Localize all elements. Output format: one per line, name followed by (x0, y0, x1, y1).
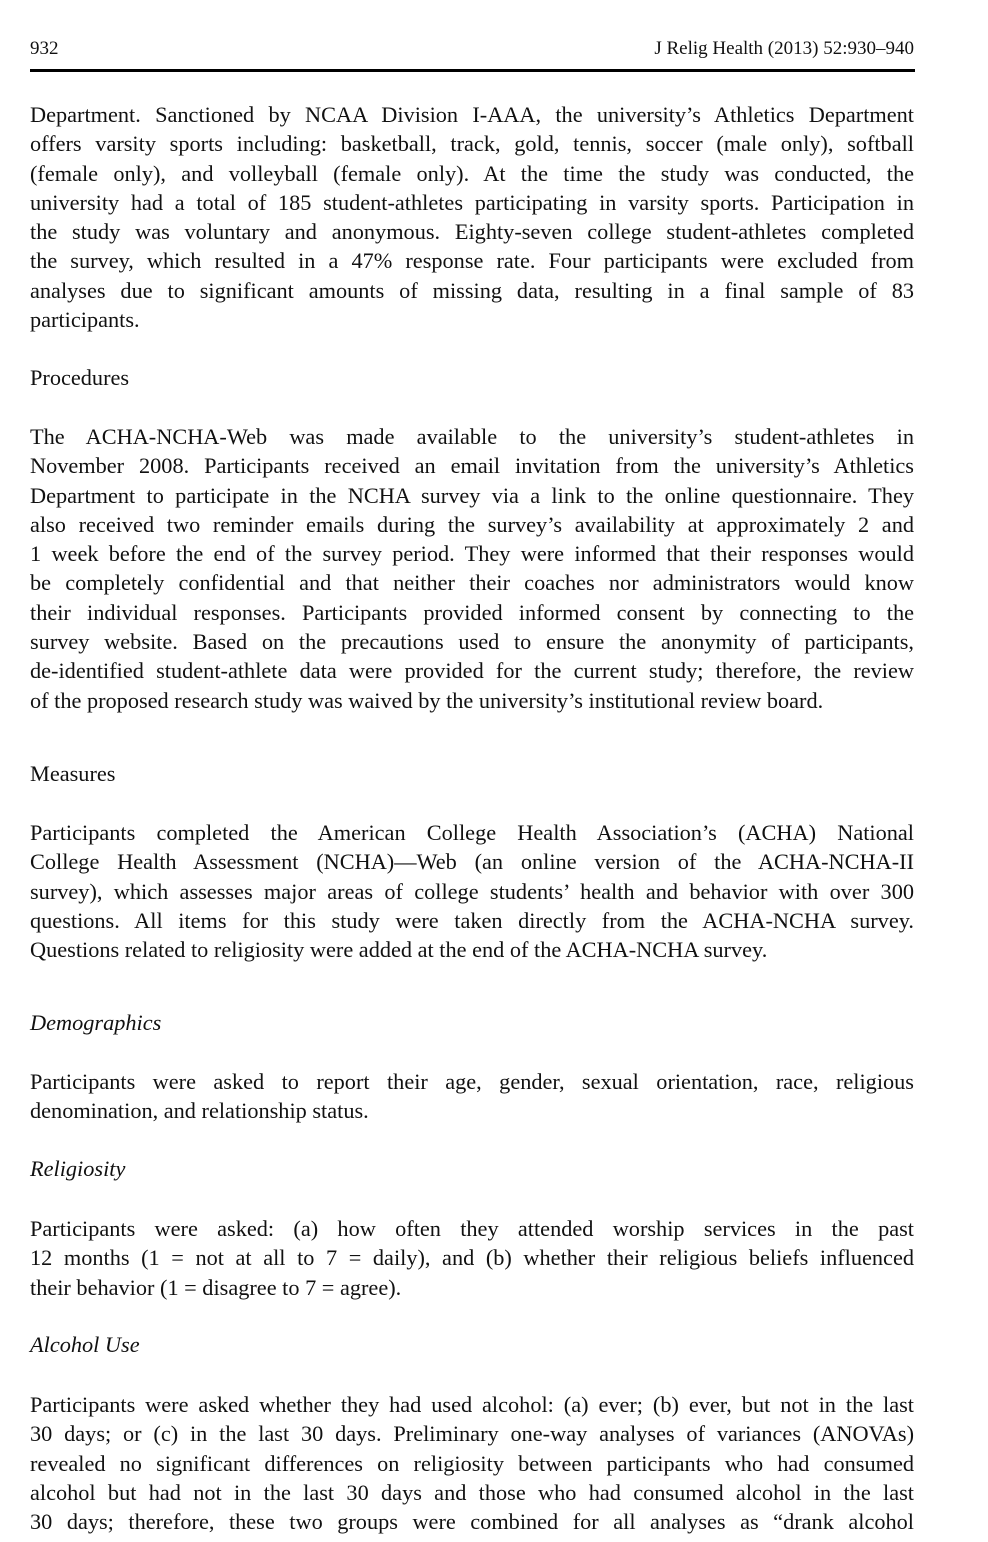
paragraph (30, 1390, 914, 1536)
text-line: (female only), and volleyball (female only). At the time the study was conducted, the (30, 160, 914, 186)
text-line: alcohol but had not in the last 30 days and those who had consumed alcohol in the last (30, 1479, 914, 1505)
text-line: analyses due to significant amounts of missing data, resulting in a final sample of 83 (30, 277, 914, 303)
subsection-heading: Demographics (30, 1010, 162, 1035)
section-heading: Measures (30, 761, 116, 786)
text-line: de-identified student-athlete data were provided for the current study; therefore, the review (30, 658, 914, 684)
text-line: 1 week before the end of the survey period. They were informed that their responses would (30, 541, 914, 567)
paragraph (30, 1067, 914, 1126)
text-line: survey website. Based on the precautions used to ensure the anonymity of participants, (30, 629, 914, 655)
text-line: denomination, and relationship status. (30, 1098, 369, 1124)
text-line: The ACHA-NCHA-Web was made available to the university’s student-athletes in (30, 424, 914, 449)
text-line: their behavior (1 = disagree to 7 = agree). (30, 1274, 402, 1300)
text-line: 30 days; or (c) in the last 30 days. Preliminary one-way analyses of variances (ANOVAs) (30, 1421, 914, 1447)
text-line: College Health Assessment (NCHA)—Web (an online version of the ACHA-NCHA-II (30, 849, 914, 875)
text-line: 30 days; therefore, these two groups were combined for all analyses as “drank alcohol (30, 1509, 914, 1535)
subsection-heading: Alcohol Use (30, 1332, 140, 1357)
header-rule (30, 69, 915, 72)
text-line: of the proposed research study was waived by the university’s institutional review board. (30, 687, 824, 713)
text-line: participants. (30, 307, 140, 333)
text-line: Department to participate in the NCHA survey via a link to the online questionnaire. They (30, 482, 914, 508)
paragraph (30, 100, 914, 334)
text-line: survey), which assesses major areas of college students’ health and behavior with over 300 (30, 878, 914, 904)
text-line: also received two reminder emails during the survey’s availability at approximately 2 and (30, 511, 914, 537)
text-line: offers varsity sports including: basketball, track, gold, tennis, soccer (male only), softball (30, 131, 914, 157)
text-line: November 2008. Participants received an email invitation from the university’s Athletics (30, 453, 914, 479)
section-heading: Procedures (30, 365, 130, 390)
running-head: J Relig Health (2013) 52:930–940 (654, 38, 914, 59)
page-number: 932 (30, 38, 59, 59)
subsection-heading: Religiosity (30, 1156, 126, 1181)
text-line: Questions related to religiosity were added at the end of the ACHA-NCHA survey. (30, 937, 768, 963)
text-line: Participants completed the American College Health Association’s (ACHA) National (30, 820, 914, 845)
text-line: 12 months (1 = not at all to 7 = daily), and (b) whether their religious beliefs influenced (30, 1245, 914, 1271)
text-line: the study was voluntary and anonymous. Eighty-seven college student-athletes completed (30, 219, 914, 245)
text-line: university had a total of 185 student-athletes participating in varsity sports. Participation in (30, 189, 914, 215)
paragraph (30, 818, 914, 964)
text-line: their individual responses. Participants provided informed consent by connecting to the (30, 599, 914, 625)
text-line: Participants were asked to report their age, gender, sexual orientation, race, religious (30, 1069, 914, 1094)
text-line: revealed no significant differences on religiosity between participants who had consumed (30, 1450, 914, 1476)
paragraph (30, 1214, 914, 1302)
text-line: the survey, which resulted in a 47% response rate. Four participants were excluded from (30, 248, 914, 274)
paragraph (30, 422, 914, 715)
text-line: Participants were asked whether they had used alcohol: (a) ever; (b) ever, but not in the last (30, 1392, 914, 1417)
text-line: questions. All items for this study were taken directly from the ACHA-NCHA survey. (30, 907, 914, 933)
text-line: Department. Sanctioned by NCAA Division I-AAA, the university’s Athletics Department (30, 102, 914, 127)
text-line: Participants were asked: (a) how often they attended worship services in the past (30, 1216, 914, 1241)
text-line: be completely confidential and that neither their coaches nor administrators would know (30, 570, 914, 596)
